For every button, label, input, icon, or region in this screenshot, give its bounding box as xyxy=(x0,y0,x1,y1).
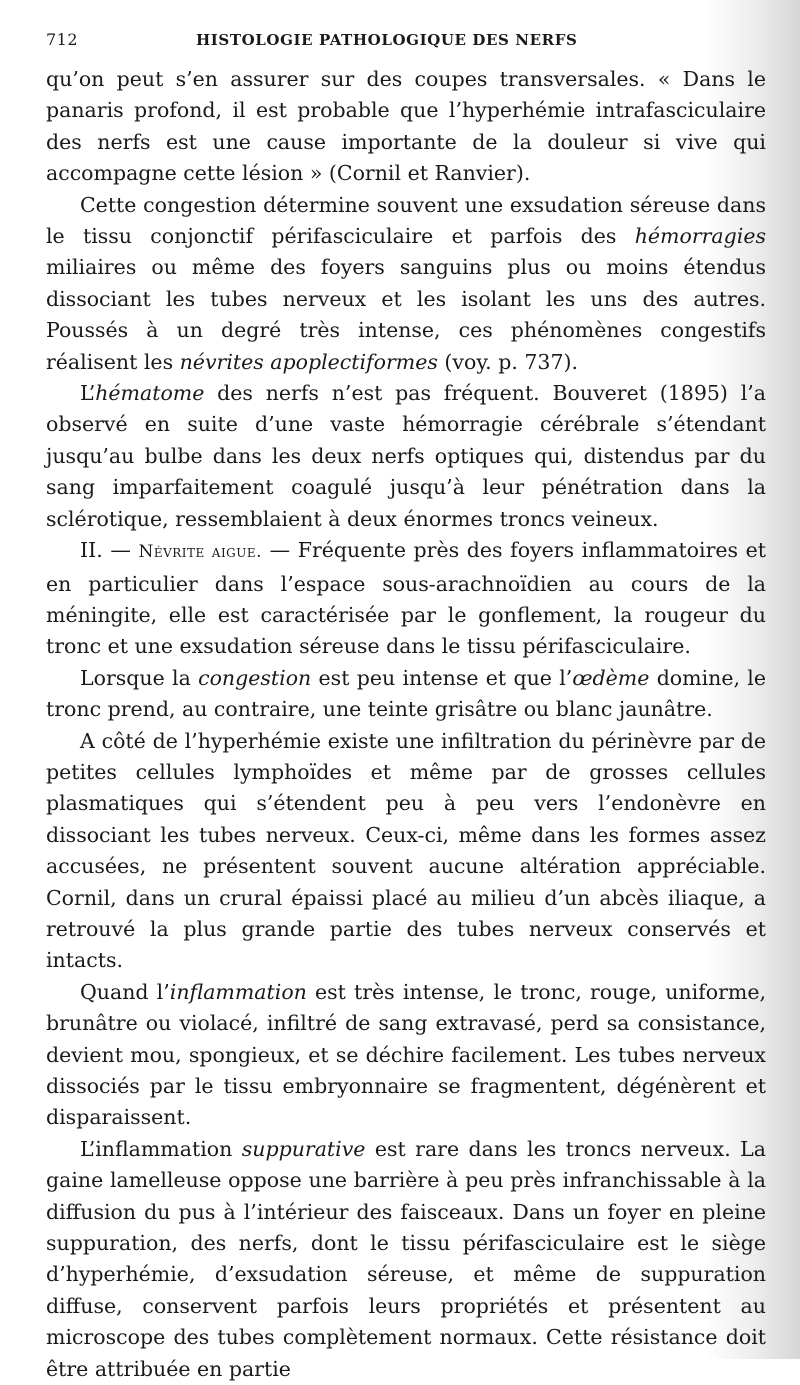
text-run: des nerfs n’est pas fréquent. Bouveret (1895) l’a observé en suite d’une vaste hémorragie cérébrale s’étendant jusqu’au bulbe dans les deux nerfs optiques qui, distendus par du sang imparfaitement coagulé jusqu’à leur pénétration dans la sclérotique, ressemblaient à deux énormes troncs veineux. xyxy=(46,381,766,531)
running-header xyxy=(46,30,766,64)
text-run: Lorsque la xyxy=(80,665,199,690)
italic-term: suppurative xyxy=(241,1136,366,1161)
text-run: est rare dans les troncs nerveux. La gaine lamelleuse oppose une barrière à peu près infranchissable à la diffusion du pus à l’intérieur des faisceaux. Dans un foyer en pleine suppuration, des nerfs, dont le tissu périfasciculaire est le siège d’hyperhémie, d’exsudation séreuse, et même de suppuration diffuse, conservent parfois leurs propriétés et présentent au microscope des tubes complètement normaux. Cette résistance doit être attribuée en partie xyxy=(46,1136,767,1381)
text-run: A côté de l’hyperhémie existe une infiltration du périnèvre par de petites cellules lymphoïdes et même par de grosses cellules plasmatiques qui s’étendent peu à peu vers l’endonèvre en dissociant les tubes nerveux. Ceux-ci, même dans les formes assez accusées, ne présentent souvent aucune altération appréciable. Cornil, dans un crural épaissi placé au milieu d’un abcès iliaque, a retrouvé la plus grande partie des tubes nerveux conservés et intacts. xyxy=(46,728,766,973)
text-run: II. — xyxy=(80,538,139,563)
running-title: HISTOLOGIE PATHOLOGIQUE DES NERFS xyxy=(196,31,578,49)
text-run: Quand l’ xyxy=(80,979,170,1004)
section-heading: Névrite aigue. xyxy=(138,542,263,563)
italic-term: hématome xyxy=(95,381,205,406)
paragraph-p1 xyxy=(46,64,766,190)
page-number: 712 xyxy=(46,30,79,49)
italic-term: inflammation xyxy=(169,979,307,1004)
paragraph-p8 xyxy=(46,1134,766,1385)
text-run: L’inflammation xyxy=(80,1136,242,1161)
body-text xyxy=(46,64,766,1385)
paragraph-p4 xyxy=(46,535,766,663)
italic-term: hémorragies xyxy=(634,224,766,249)
text-run: — Fréquente près des foyers inflammatoires et en particulier dans l’espace sous-arachnoïdien au cours de la méningite, elle est caractérisée par le gonflement, la rougeur du tronc et une exsudation séreuse dans le tissu périfasciculaire. xyxy=(46,538,767,659)
paragraph-p7 xyxy=(46,977,766,1134)
text-run: qu’on peut s’en assurer sur des coupes transversales. « Dans le panaris profond, il est probable que l’hyperhémie intrafasciculaire des nerfs est une cause importante de la douleur si vive qui accompagne cette lésion » (Cornil et Ranvier). xyxy=(46,67,766,186)
paragraph-p5 xyxy=(46,663,766,726)
italic-term: congestion xyxy=(198,665,312,690)
text-run: Cette congestion détermine souvent une exsudation séreuse dans le tissu conjonctif périfasciculaire et parfois des xyxy=(46,192,766,249)
paragraph-p6 xyxy=(46,726,766,977)
text-run: est peu intense et que l’ xyxy=(311,665,573,690)
paragraph-p2 xyxy=(46,190,766,378)
text-run: L’ xyxy=(80,381,96,406)
text-run: (voy. p. 737). xyxy=(437,349,579,374)
text-run: miliaires ou même des foyers sanguins plus ou moins étendus dissociant les tubes nerveux et les isolant les uns des autres. Poussés à un degré très intense, ces phénomènes congestifs réalisent les xyxy=(46,255,766,374)
italic-term: névrites apoplectiformes xyxy=(179,349,438,374)
text-run: est très intense, le tronc, rouge, uniforme, brunâtre ou violacé, infiltré de sang extravasé, perd sa consistance, devient mou, spongieux, et se déchire facilement. Les tubes nerveux dissociés par le tissu embryonnaire se fragmentent, dégénèrent et disparaissent. xyxy=(46,979,766,1130)
paragraph-p3 xyxy=(46,378,766,535)
italic-term: œdème xyxy=(572,665,650,690)
text-run: domine, le tronc prend, au contraire, une teinte grisâtre ou blanc jaunâtre. xyxy=(46,665,766,722)
